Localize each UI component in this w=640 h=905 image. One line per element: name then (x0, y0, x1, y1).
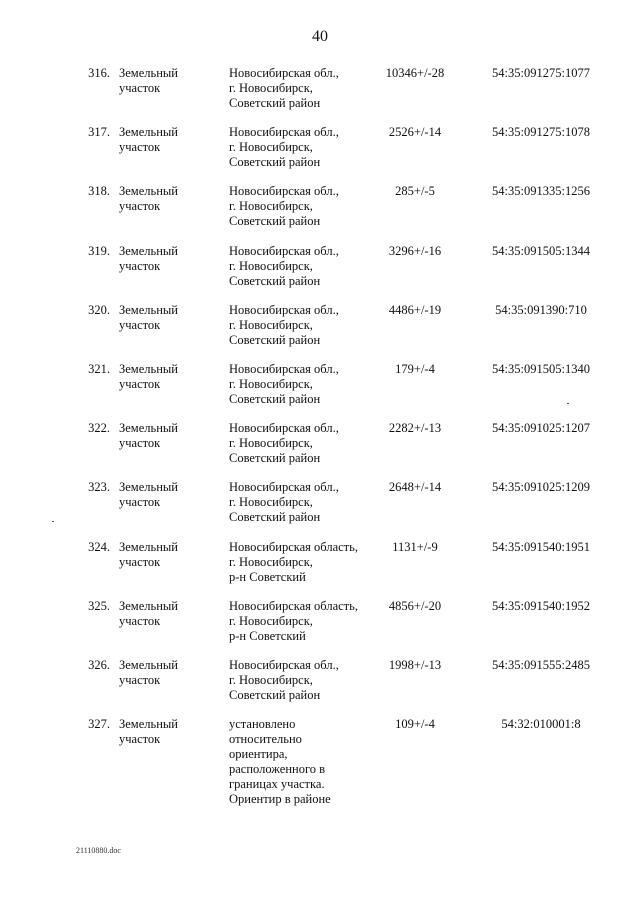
area-value: 2282+/-13 (388, 421, 442, 435)
cadastral-number: 54:35:091275:1077 (492, 66, 590, 80)
address: Новосибирская обл., г. Новосибирск, Советский район (229, 658, 339, 702)
row-number: 318. (88, 184, 110, 198)
row-number: 324. (88, 540, 110, 554)
area-value: 1131+/-9 (392, 540, 438, 554)
address: Новосибирская обл., г. Новосибирск, Советский район (229, 480, 339, 524)
table-row (0, 184, 640, 232)
table-row (0, 540, 640, 588)
object-type: Земельный участок (119, 658, 178, 687)
row-number: 319. (88, 244, 110, 258)
table-row (0, 658, 640, 706)
area-value: 10346+/-28 (385, 66, 445, 80)
file-name-footer: 21110880.doc (76, 846, 121, 855)
table-row (0, 599, 640, 647)
cadastral-number: 54:35:091540:1951 (492, 540, 590, 554)
area-value: 2648+/-14 (388, 480, 442, 494)
row-number: 325. (88, 599, 110, 613)
table-row (0, 717, 640, 806)
cadastral-number: 54:35:091555:2485 (492, 658, 590, 672)
cadastral-number: 54:35:091505:1340 (492, 362, 590, 376)
address: Новосибирская обл., г. Новосибирск, Советский район (229, 244, 339, 288)
scan-speck (52, 521, 54, 522)
scan-speck (567, 403, 569, 404)
row-number: 320. (88, 303, 110, 317)
cadastral-number: 54:32:010001:8 (501, 717, 581, 731)
table-row (0, 125, 640, 173)
table-row (0, 362, 640, 410)
area-value: 3296+/-16 (388, 244, 442, 258)
address: Новосибирская обл., г. Новосибирск, Советский район (229, 303, 339, 347)
table-row (0, 244, 640, 292)
cadastral-number: 54:35:091025:1209 (492, 480, 590, 494)
area-value: 179+/-4 (395, 362, 435, 376)
table-row (0, 66, 640, 114)
row-number: 317. (88, 125, 110, 139)
object-type: Земельный участок (119, 66, 178, 95)
cadastral-number: 54:35:091505:1344 (492, 244, 590, 258)
address: установлено относительно ориентира, расположенного в границах участка. Ориентир в районе (229, 717, 331, 806)
row-number: 326. (88, 658, 110, 672)
row-number: 316. (88, 66, 110, 80)
area-value: 1998+/-13 (388, 658, 442, 672)
cadastral-number: 54:35:091335:1256 (492, 184, 590, 198)
address: Новосибирская область, г. Новосибирск, р-н Советский (229, 540, 358, 584)
area-value: 4486+/-19 (388, 303, 442, 317)
row-number: 322. (88, 421, 110, 435)
object-type: Земельный участок (119, 540, 178, 569)
address: Новосибирская обл., г. Новосибирск, Советский район (229, 66, 339, 110)
area-value: 4856+/-20 (388, 599, 442, 613)
row-number: 323. (88, 480, 110, 494)
object-type: Земельный участок (119, 244, 178, 273)
address: Новосибирская обл., г. Новосибирск, Советский район (229, 184, 339, 228)
table-row (0, 421, 640, 469)
address: Новосибирская обл., г. Новосибирск, Советский район (229, 125, 339, 169)
object-type: Земельный участок (119, 125, 178, 154)
object-type: Земельный участок (119, 480, 178, 509)
cadastral-number: 54:35:091275:1078 (492, 125, 590, 139)
object-type: Земельный участок (119, 303, 178, 332)
object-type: Земельный участок (119, 599, 178, 628)
table-row (0, 303, 640, 351)
cadastral-number: 54:35:091540:1952 (492, 599, 590, 613)
cadastral-number: 54:35:091390:710 (495, 303, 587, 317)
object-type: Земельный участок (119, 717, 178, 746)
cadastral-number: 54:35:091025:1207 (492, 421, 590, 435)
area-value: 109+/-4 (395, 717, 435, 731)
address: Новосибирская область, г. Новосибирск, р-н Советский (229, 599, 358, 643)
row-number: 321. (88, 362, 110, 376)
object-type: Земельный участок (119, 184, 178, 213)
page-number: 40 (312, 28, 328, 45)
address: Новосибирская обл., г. Новосибирск, Советский район (229, 362, 339, 406)
area-value: 285+/-5 (395, 184, 435, 198)
table-row (0, 480, 640, 528)
address: Новосибирская обл., г. Новосибирск, Советский район (229, 421, 339, 465)
area-value: 2526+/-14 (388, 125, 442, 139)
row-number: 327. (88, 717, 110, 731)
object-type: Земельный участок (119, 421, 178, 450)
object-type: Земельный участок (119, 362, 178, 391)
